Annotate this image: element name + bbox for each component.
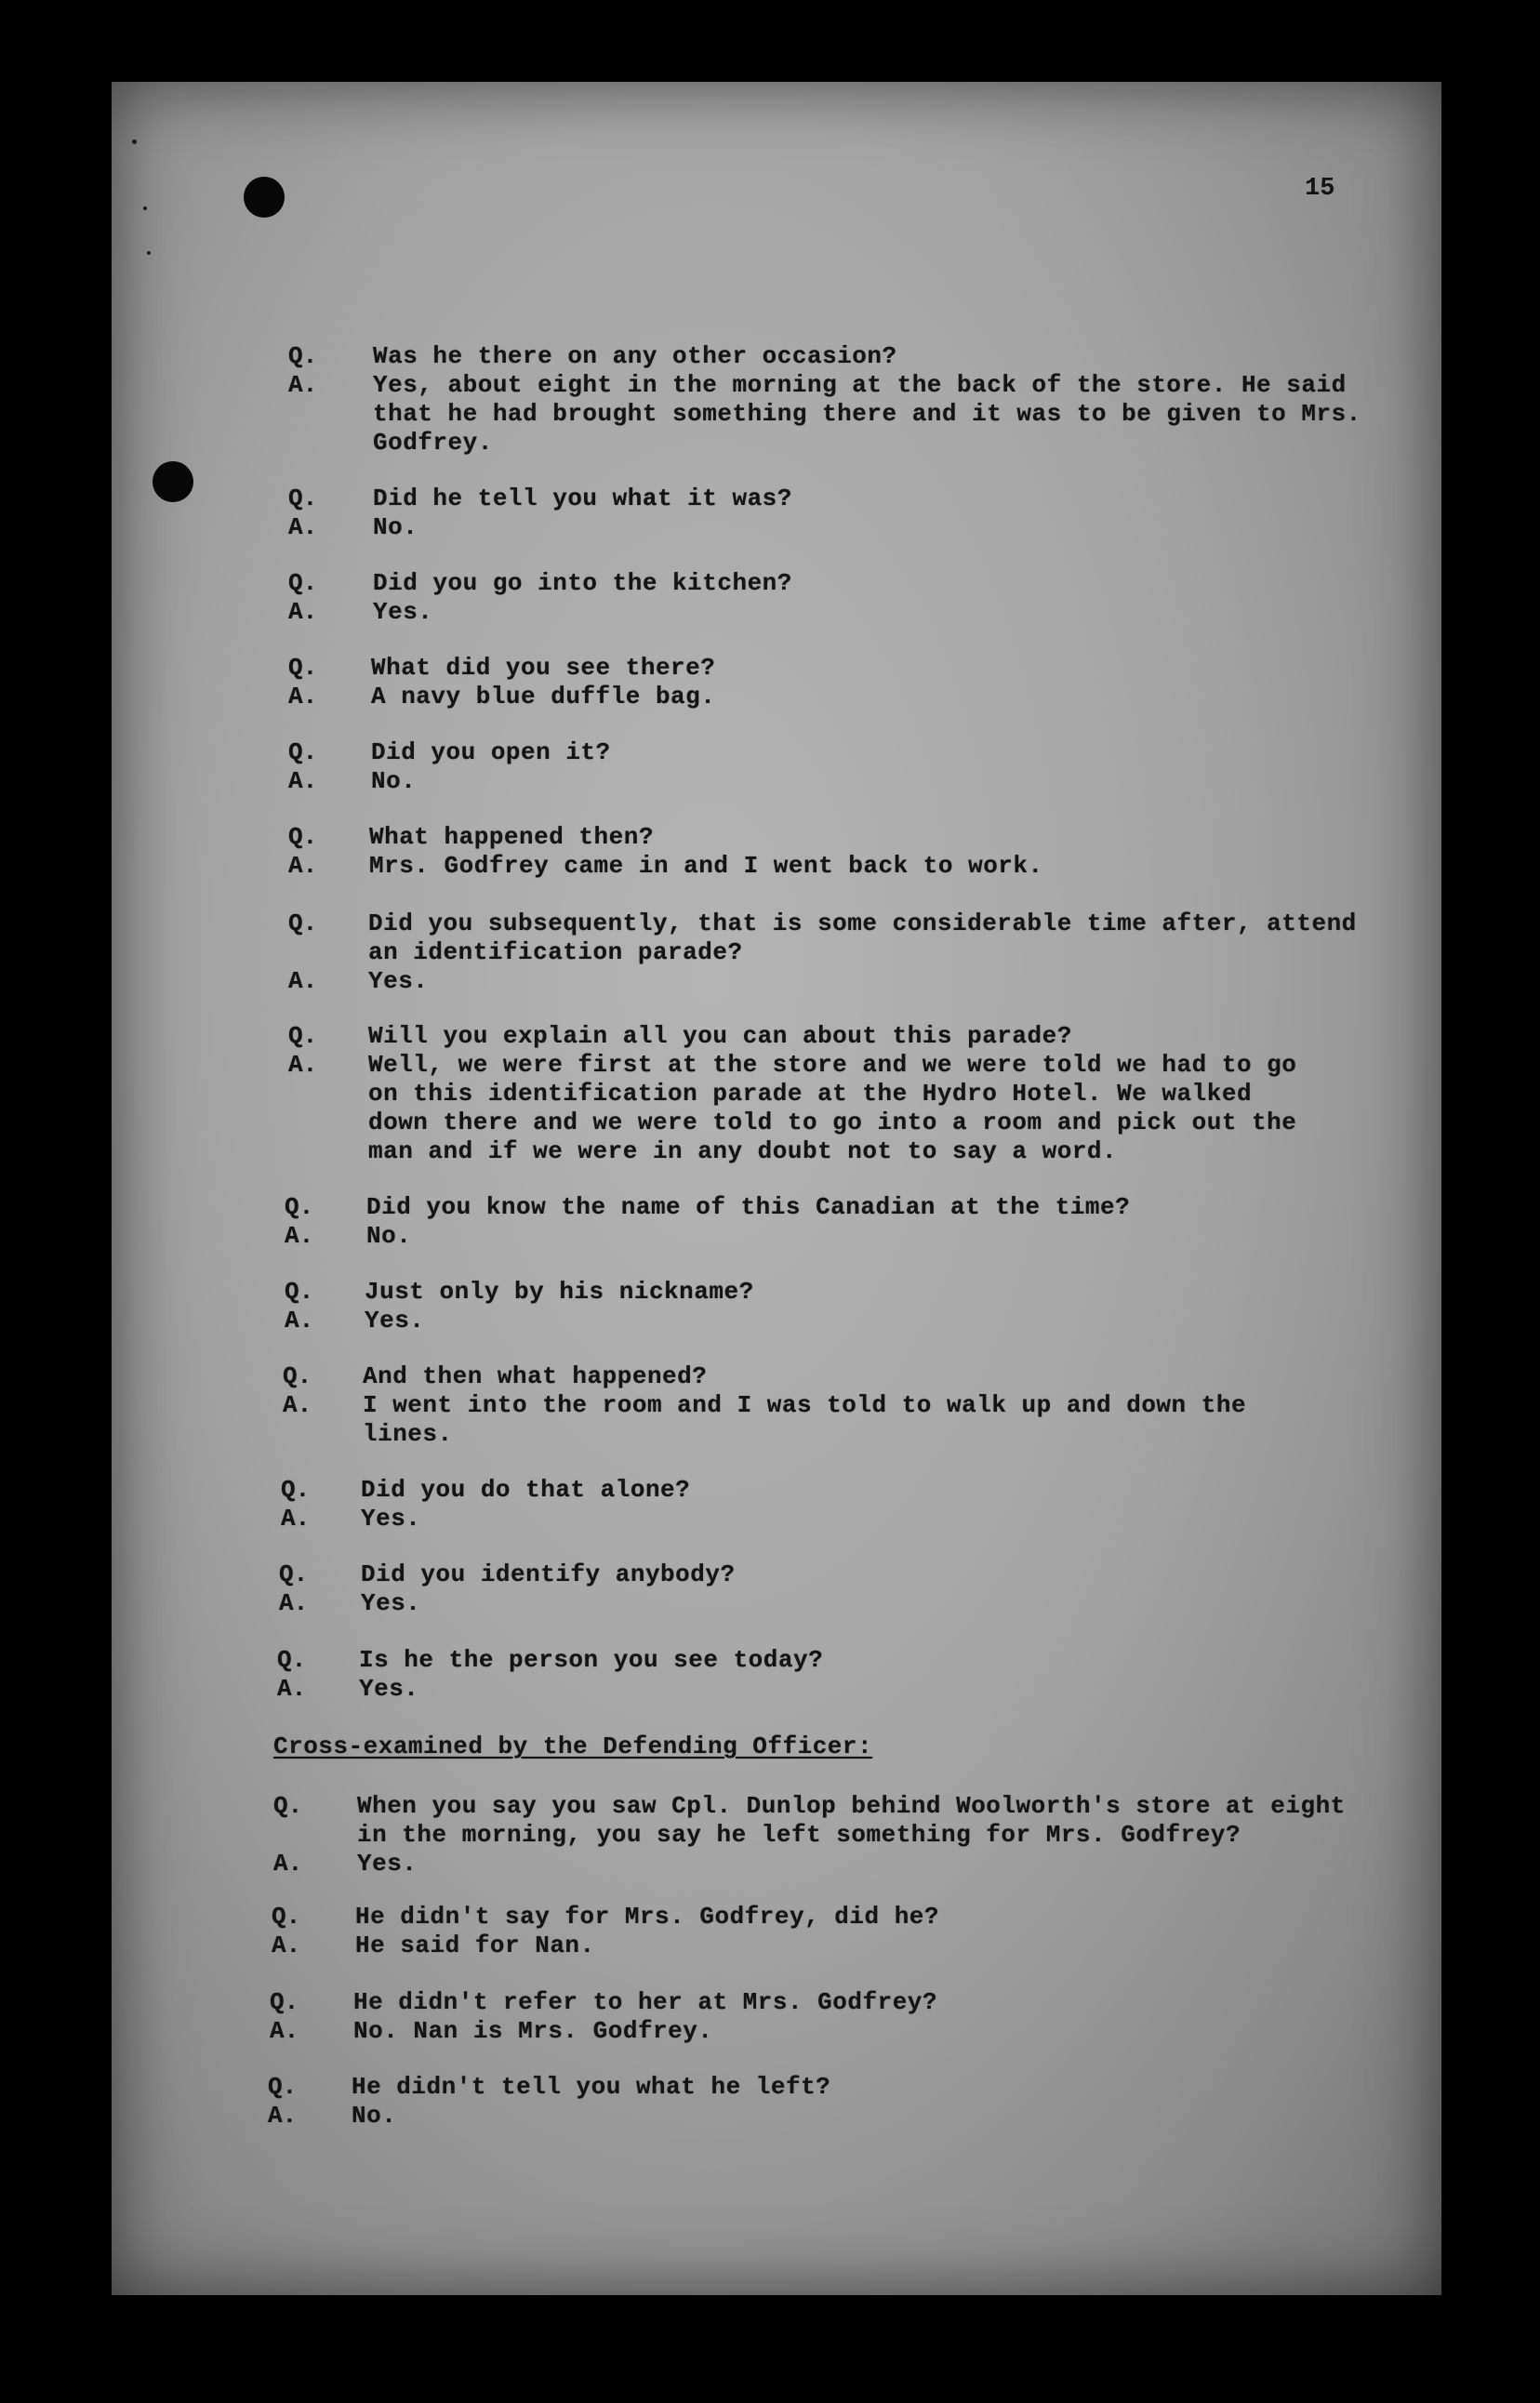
- answer-label: A.: [285, 1307, 314, 1334]
- question-text: Did you subsequently, that is some considerable time after, attend: [368, 909, 1357, 937]
- answer-text: A navy blue duffle bag.: [371, 683, 716, 710]
- question-label: Q.: [285, 1193, 314, 1221]
- answer-text: No.: [371, 767, 417, 795]
- question-label: Q.: [270, 1988, 299, 2016]
- answer-text: No.: [373, 513, 418, 541]
- answer-text: Yes.: [361, 1505, 421, 1533]
- answer-text: Yes.: [365, 1307, 425, 1334]
- question-text: He didn't say for Mrs. Godfrey, did he?: [355, 1903, 939, 1931]
- question-label: Q.: [285, 1278, 314, 1306]
- question-text: Did you identify anybody?: [361, 1560, 736, 1588]
- question-text: Did you open it?: [371, 738, 611, 766]
- answer-label: A.: [288, 852, 318, 880]
- answer-text: No.: [366, 1222, 412, 1250]
- question-text: Was he there on any other occasion?: [373, 342, 897, 370]
- answer-text: man and if we were in any doubt not to say a word.: [368, 1137, 1118, 1165]
- answer-label: A.: [288, 598, 318, 626]
- answer-text: Yes.: [373, 598, 433, 626]
- answer-label: A.: [285, 1222, 314, 1250]
- answer-text: No.: [352, 2102, 397, 2130]
- answer-text: down there and we were told to go into a room and pick out the: [368, 1109, 1297, 1136]
- question-label: Q.: [273, 1792, 303, 1820]
- question-text: Just only by his nickname?: [365, 1278, 754, 1306]
- answer-text: lines.: [363, 1420, 453, 1448]
- question-text: Did you do that alone?: [361, 1476, 691, 1504]
- answer-label: A.: [273, 1850, 303, 1878]
- question-label: Q.: [288, 823, 318, 851]
- answer-label: A.: [288, 683, 318, 710]
- answer-label: A.: [279, 1589, 309, 1617]
- question-label: Q.: [272, 1903, 301, 1931]
- answer-label: A.: [277, 1675, 307, 1703]
- answer-text: No. Nan is Mrs. Godfrey.: [353, 2017, 713, 2045]
- question-text: Did you know the name of this Canadian at the time?: [366, 1193, 1131, 1221]
- answer-label: A.: [283, 1391, 312, 1419]
- question-label: Q.: [288, 569, 318, 597]
- answer-label: A.: [288, 513, 318, 541]
- question-text: an identification parade?: [368, 938, 743, 966]
- answer-text: I went into the room and I was told to walk up and down the: [363, 1391, 1247, 1419]
- question-text: And then what happened?: [363, 1362, 708, 1390]
- question-label: Q.: [288, 342, 318, 370]
- answer-label: A.: [272, 1932, 301, 1959]
- question-label: Q.: [279, 1560, 309, 1588]
- question-label: Q.: [288, 654, 318, 682]
- answer-label: A.: [288, 371, 318, 399]
- cross-examination-heading: Cross-examined by the Defending Officer:: [273, 1733, 873, 1760]
- question-label: Q.: [281, 1476, 311, 1504]
- answer-text: that he had brought something there and it was to be given to Mrs.: [373, 400, 1361, 428]
- answer-label: A.: [268, 2102, 298, 2130]
- question-text: What did you see there?: [371, 654, 716, 682]
- question-text: What happened then?: [369, 823, 654, 851]
- answer-label: A.: [288, 967, 318, 995]
- answer-text: on this identification parade at the Hydro Hotel. We walked: [368, 1080, 1253, 1108]
- question-text: Will you explain all you can about this parade?: [368, 1022, 1072, 1050]
- answer-label: A.: [288, 1051, 318, 1079]
- question-label: Q.: [268, 2073, 298, 2101]
- question-label: Q.: [288, 1022, 318, 1050]
- answer-label: A.: [281, 1505, 311, 1533]
- question-text: He didn't tell you what he left?: [352, 2073, 831, 2101]
- question-text: in the morning, you say he left something for Mrs. Godfrey?: [357, 1821, 1241, 1849]
- question-text: Is he the person you see today?: [359, 1646, 824, 1674]
- answer-text: He said for Nan.: [355, 1932, 595, 1959]
- answer-text: Mrs. Godfrey came in and I went back to work.: [369, 852, 1043, 880]
- question-label: Q.: [288, 909, 318, 937]
- page-number: 15: [1305, 175, 1335, 203]
- question-label: Q.: [283, 1362, 312, 1390]
- question-text: Did he tell you what it was?: [373, 485, 792, 512]
- answer-text: Well, we were first at the store and we were told we had to go: [368, 1051, 1297, 1079]
- question-label: Q.: [288, 485, 318, 512]
- answer-text: Yes.: [357, 1850, 418, 1878]
- answer-text: Yes.: [361, 1589, 421, 1617]
- answer-label: A.: [270, 2017, 299, 2045]
- answer-text: Godfrey.: [373, 429, 493, 457]
- question-text: He didn't refer to her at Mrs. Godfrey?: [353, 1988, 937, 2016]
- answer-label: A.: [288, 767, 318, 795]
- answer-text: Yes, about eight in the morning at the back of the store. He said: [373, 371, 1347, 399]
- question-label: Q.: [277, 1646, 307, 1674]
- answer-text: Yes.: [359, 1675, 419, 1703]
- question-text: When you say you saw Cpl. Dunlop behind Woolworth's store at eight: [357, 1792, 1346, 1820]
- question-text: Did you go into the kitchen?: [373, 569, 792, 597]
- answer-text: Yes.: [368, 967, 429, 995]
- question-label: Q.: [288, 738, 318, 766]
